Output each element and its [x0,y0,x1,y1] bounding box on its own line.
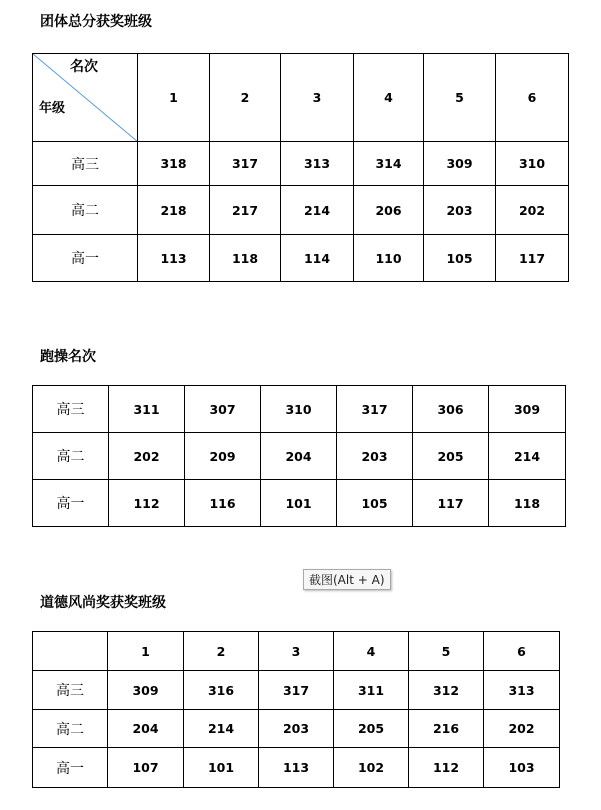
class-cell: 105 [424,235,496,282]
rank-header: 1 [138,54,210,142]
grade-label: 高一 [33,235,138,282]
table-row [33,142,569,186]
class-cell: 114 [281,235,354,282]
class-cell: 105 [337,480,413,527]
rank-header: 6 [496,54,569,142]
class-cell: 316 [184,671,259,710]
team-score-table [32,53,569,282]
class-cell: 309 [108,671,184,710]
rank-header: 6 [484,632,560,671]
class-cell: 103 [484,748,560,788]
class-cell: 203 [259,710,334,748]
grade-label: 高二 [33,186,138,235]
class-cell: 306 [413,386,489,433]
rank-header: 1 [108,632,184,671]
class-cell: 318 [138,142,210,186]
class-cell: 203 [424,186,496,235]
table-row [33,235,569,282]
class-cell: 204 [261,433,337,480]
class-cell: 317 [210,142,281,186]
class-cell: 310 [496,142,569,186]
class-cell: 101 [184,748,259,788]
class-cell: 112 [409,748,484,788]
corner-label-grade: 年级 [39,101,66,116]
header-row [33,54,569,142]
section-title-sportsmanship: 道德风尚奖获奖班级 [40,595,166,611]
class-cell: 314 [354,142,424,186]
grade-label: 高三 [33,142,138,186]
class-cell: 117 [496,235,569,282]
table-row [33,186,569,235]
table-row [33,433,566,480]
section-title-team-score: 团体总分获奖班级 [40,14,152,30]
diagonal-header-cell [33,54,138,142]
table-row [33,710,560,748]
corner-label-rank: 名次 [70,59,98,75]
class-cell: 112 [109,480,185,527]
class-cell: 113 [138,235,210,282]
grade-label: 高三 [33,671,108,710]
class-cell: 309 [489,386,566,433]
class-cell: 214 [184,710,259,748]
class-cell: 117 [413,480,489,527]
class-cell: 214 [489,433,566,480]
table-row [33,671,560,710]
empty-corner-cell [33,632,108,671]
class-cell: 313 [281,142,354,186]
rank-header: 4 [334,632,409,671]
class-cell: 203 [337,433,413,480]
class-cell: 209 [185,433,261,480]
grade-label: 高二 [33,433,109,480]
rank-header: 2 [184,632,259,671]
class-cell: 110 [354,235,424,282]
class-cell: 202 [496,186,569,235]
rank-header: 2 [210,54,281,142]
class-cell: 311 [334,671,409,710]
class-cell: 216 [409,710,484,748]
rank-header: 3 [259,632,334,671]
class-cell: 310 [261,386,337,433]
grade-label: 高三 [33,386,109,433]
class-cell: 101 [261,480,337,527]
class-cell: 118 [210,235,281,282]
class-cell: 317 [337,386,413,433]
class-cell: 118 [489,480,566,527]
class-cell: 202 [109,433,185,480]
class-cell: 217 [210,186,281,235]
rank-header: 3 [281,54,354,142]
class-cell: 206 [354,186,424,235]
class-cell: 204 [108,710,184,748]
running-exercise-table [32,385,566,527]
class-cell: 307 [185,386,261,433]
class-cell: 116 [185,480,261,527]
screenshot-shortcut-tooltip: 截图(Alt + A) [303,569,391,590]
class-cell: 309 [424,142,496,186]
class-cell: 113 [259,748,334,788]
table-row [33,480,566,527]
class-cell: 218 [138,186,210,235]
class-cell: 317 [259,671,334,710]
table-row [33,386,566,433]
table-row [33,748,560,788]
class-cell: 107 [108,748,184,788]
header-row [33,632,560,671]
grade-label: 高二 [33,710,108,748]
class-cell: 102 [334,748,409,788]
class-cell: 202 [484,710,560,748]
class-cell: 311 [109,386,185,433]
grade-label: 高一 [33,480,109,527]
sportsmanship-table [32,631,560,788]
rank-header: 5 [409,632,484,671]
section-title-running-exercise: 跑操名次 [40,349,96,365]
class-cell: 312 [409,671,484,710]
class-cell: 205 [334,710,409,748]
rank-header: 5 [424,54,496,142]
class-cell: 214 [281,186,354,235]
class-cell: 205 [413,433,489,480]
class-cell: 313 [484,671,560,710]
rank-header: 4 [354,54,424,142]
grade-label: 高一 [33,748,108,788]
